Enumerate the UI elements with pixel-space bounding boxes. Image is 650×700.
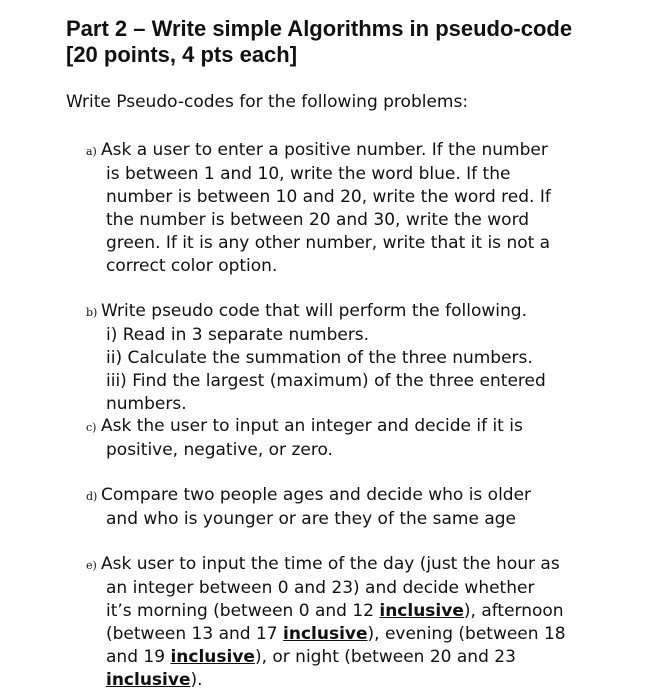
problem-line: i) Read in 3 separate numbers. [106, 325, 370, 345]
title-line-1: Part 2 – Write simple Algorithms in pseudo-code [66, 16, 573, 41]
problem-line: positive, negative, or zero. [106, 440, 333, 460]
problem-marker: b) [86, 306, 98, 319]
text-fragment: it’s morning (between 0 and 12 [106, 601, 380, 621]
problem-c [86, 415, 626, 462]
problem-line: iii) Find the largest (maximum) of the three entered [106, 371, 546, 391]
problem-line: green. If it is any other number, write that it is not a [106, 233, 551, 253]
problem-d [86, 484, 626, 531]
problem-line: and who is younger or are they of the same age [106, 509, 517, 529]
problem-a [86, 139, 626, 278]
problem-line: numbers. [106, 394, 187, 414]
problem-marker: e) [86, 559, 97, 572]
problem-line: Compare two people ages and decide who is older [101, 485, 532, 505]
text-fragment: (between 13 and 17 [106, 624, 284, 644]
problem-line: Ask a user to enter a positive number. If the number [101, 140, 548, 160]
inclusive-emphasis: inclusive [170, 647, 255, 667]
title-line-2: [20 points, 4 pts each] [66, 42, 298, 67]
text-fragment: ). [190, 670, 203, 690]
problem-line: Write pseudo code that will perform the following. [101, 301, 527, 321]
problem-line [86, 600, 626, 623]
problem-line: is between 1 and 10, write the word blue. If the [106, 164, 511, 184]
text-fragment: and 19 [106, 647, 171, 667]
text-fragment: ), afternoon [463, 601, 564, 621]
problem-line: Ask user to input the time of the day (just the hour as [101, 554, 560, 574]
instructions-text: Write Pseudo-codes for the following problems: [66, 92, 469, 112]
problem-line: number is between 10 and 20, write the word red. If [106, 187, 551, 207]
problem-marker: a) [86, 145, 97, 158]
problem-marker: d) [86, 490, 98, 503]
inclusive-emphasis: inclusive [106, 670, 191, 690]
inclusive-emphasis: inclusive [379, 601, 464, 621]
text-fragment: ), or night (between 20 and 23 [254, 647, 516, 667]
problem-line: the number is between 20 and 30, write the word [106, 210, 530, 230]
problem-line [86, 623, 626, 646]
problem-line [86, 646, 626, 669]
inclusive-emphasis: inclusive [283, 624, 368, 644]
problem-line [86, 669, 626, 692]
text-fragment: ), evening (between 18 [367, 624, 566, 644]
page-title [66, 16, 626, 68]
problem-line: correct color option. [106, 256, 278, 276]
problem-e [86, 553, 626, 692]
problem-b [86, 300, 626, 416]
problem-marker: c) [86, 421, 97, 434]
problem-line: Ask the user to input an integer and decide if it is [101, 416, 523, 436]
problem-line: an integer between 0 and 23) and decide whether [106, 578, 535, 598]
problem-line: ii) Calculate the summation of the three numbers. [106, 348, 533, 368]
